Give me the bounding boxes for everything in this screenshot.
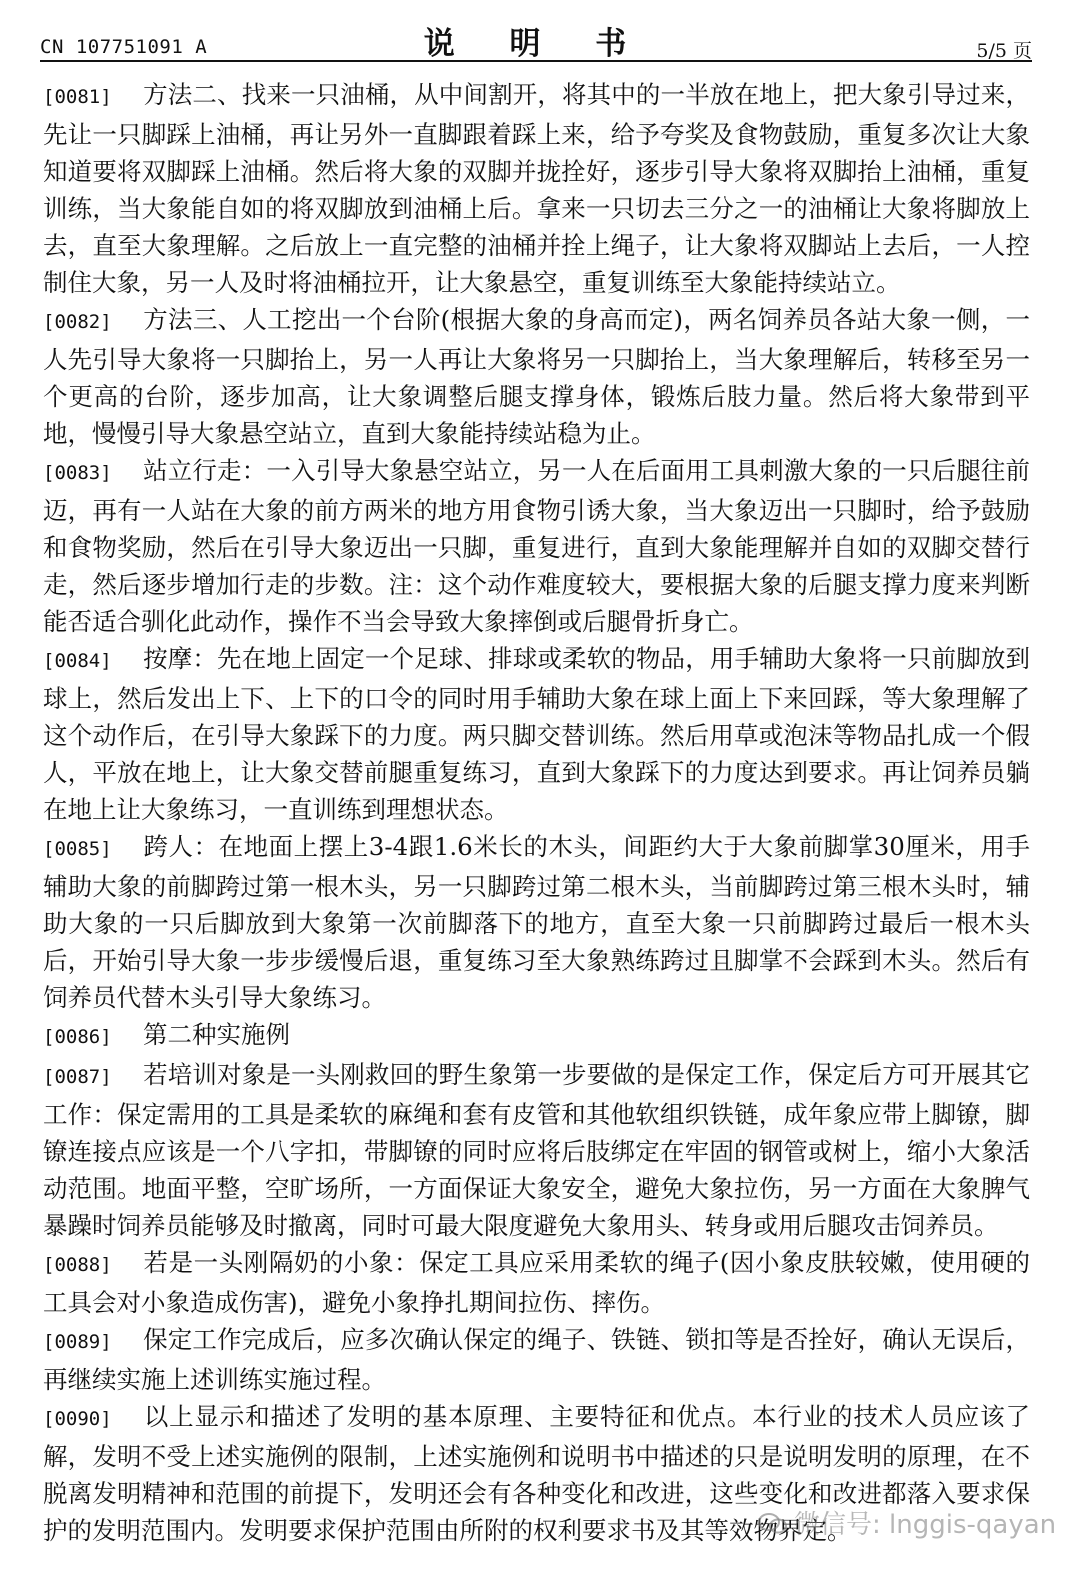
page-header [40,14,1032,62]
wechat-icon [758,1512,788,1536]
page-number: 5/5 页 [976,40,1032,62]
paragraph [43,452,1030,640]
paragraph-text: 跨人：在地面上摆上3-4跟1.6米长的木头，间距约大于大象前脚掌30厘米，用手辅助大象的前脚跨过第一根木头，另一只脚跨过第二根木头，当前脚跨过第三根木头时，辅助大象的一只后脚放到大象第一次前脚落下的地方，直至大象一只前脚跨过最后一根木头后，开始引导大象一步步缓慢后退，重复练习至大象熟练跨过且脚掌不会踩到木头。然后有饲养员代替木头引导大象练习。 [43,832,1030,1012]
paragraph-number: [0084] [43,650,112,672]
paragraph [43,1244,1030,1321]
document-number: CN 107751091 A [40,36,208,58]
paragraph-number: [0085] [43,838,112,860]
paragraph [43,1321,1030,1398]
paragraph [43,828,1030,1016]
paragraph-text: 以上显示和描述了发明的基本原理、主要特征和优点。本行业的技术人员应该了解，发明不受上述实施例的限制，上述实施例和说明书中描述的只是说明发明的原理，在不脱离发明精神和范围的前提下，发明还会有各种变化和改进，这些变化和改进都落入要求保护的发明范围内。发明要求保护范围由所附的权利要求书及其等效物界定。 [43,1402,1030,1545]
watermark-text: 微信号: lnggis-qayan [794,1510,1057,1540]
paragraph-text: 站立行走：一入引导大象悬空站立，另一人在后面用工具刺激大象的一只后腿往前迈，再有一人站在大象的前方两米的地方用食物引诱大象，当大象迈出一只脚时，给予鼓励和食物奖励，然后在引导大象迈出一只脚，重复进行，直到大象能理解并自如的双脚交替行走，然后逐步增加行走的步数。注：这个动作难度较大，要根据大象的后腿支撑力度来判断能否适合驯化此动作，操作不当会导致大象摔倒或后腿骨折身亡。 [43,456,1030,636]
paragraph-number: [0088] [43,1254,112,1276]
paragraph [43,640,1030,828]
paragraph-number: [0090] [43,1408,112,1430]
paragraph-text: 保定工作完成后，应多次确认保定的绳子、铁链、锁扣等是否拴好，确认无误后，再继续实施上述训练实施过程。 [43,1325,1030,1394]
paragraph-number: [0087] [43,1066,112,1088]
paragraph [43,301,1030,452]
paragraph [43,1056,1030,1244]
paragraph-number: [0086] [43,1026,112,1048]
paragraph-text: 按摩：先在地上固定一个足球、排球或柔软的物品，用手辅助大象将一只前脚放到球上，然后发出上下、上下的口令的同时用手辅助大象在球上面上下来回踩，等大象理解了这个动作后，在引导大象踩下的力度。两只脚交替训练。然后用草或泡沫等物品扎成一个假人，平放在地上，让大象交替前腿重复练习，直到大象踩下的力度达到要求。再让饲养员躺在地上让大象练习，一直训练到理想状态。 [43,644,1030,824]
paragraph-text: 方法三、人工挖出一个台阶(根据大象的身高而定)，两名饲养员各站大象一侧，一人先引导大象将一只脚抬上，另一人再让大象将另一只脚抬上，当大象理解后，转移至另一个更高的台阶，逐步加高，让大象调整后腿支撑身体，锻炼后肢力量。然后将大象带到平地，慢慢引导大象悬空站立，直到大象能持续站稳为止。 [43,305,1030,448]
paragraph-number: [0083] [43,462,112,484]
paragraph-number: [0089] [43,1331,112,1353]
paragraph-number: [0082] [43,311,112,333]
paragraph-text: 方法二、找来一只油桶，从中间割开，将其中的一半放在地上，把大象引导过来，先让一只脚踩上油桶，再让另外一直脚跟着踩上来，给予夸奖及食物鼓励，重复多次让大象知道要将双脚踩上油桶。然后将大象的双脚并拢拴好，逐步引导大象将双脚抬上油桶，重复训练，当大象能自如的将双脚放到油桶上后。拿来一只切去三分之一的油桶让大象将脚放上去，直至大象理解。之后放上一直完整的油桶并拴上绳子，让大象将双脚站上去后，一人控制住大象，另一人及时将油桶拉开，让大象悬空，重复训练至大象能持续站立。 [43,80,1030,297]
page-title: 说 明 书 [423,26,649,62]
paragraph-text: 若培训对象是一头刚救回的野生象第一步要做的是保定工作，保定后方可开展其它工作：保定需用的工具是柔软的麻绳和套有皮管和其他软组织铁链，成年象应带上脚镣，脚镣连接点应该是一个八字扣，带脚镣的同时应将后肢绑定在牢固的钢管或树上，缩小大象活动范围。地面平整，空旷场所，一方面保证大象安全，避免大象拉伤，另一方面在大象脾气暴躁时饲养员能够及时撤离，同时可最大限度避免大象用头、转身或用后腿攻击饲养员。 [43,1060,1030,1240]
document-body [43,76,1030,1549]
paragraph-number: [0081] [43,86,112,108]
paragraph [43,76,1030,301]
paragraph-text: 第二种实施例 [143,1020,290,1049]
paragraph [43,1016,1030,1056]
watermark [758,1504,1056,1541]
paragraph-text: 若是一头刚隔奶的小象：保定工具应采用柔软的绳子(因小象皮肤较嫩，使用硬的工具会对小象造成伤害)，避免小象挣扎期间拉伤、摔伤。 [43,1248,1030,1317]
